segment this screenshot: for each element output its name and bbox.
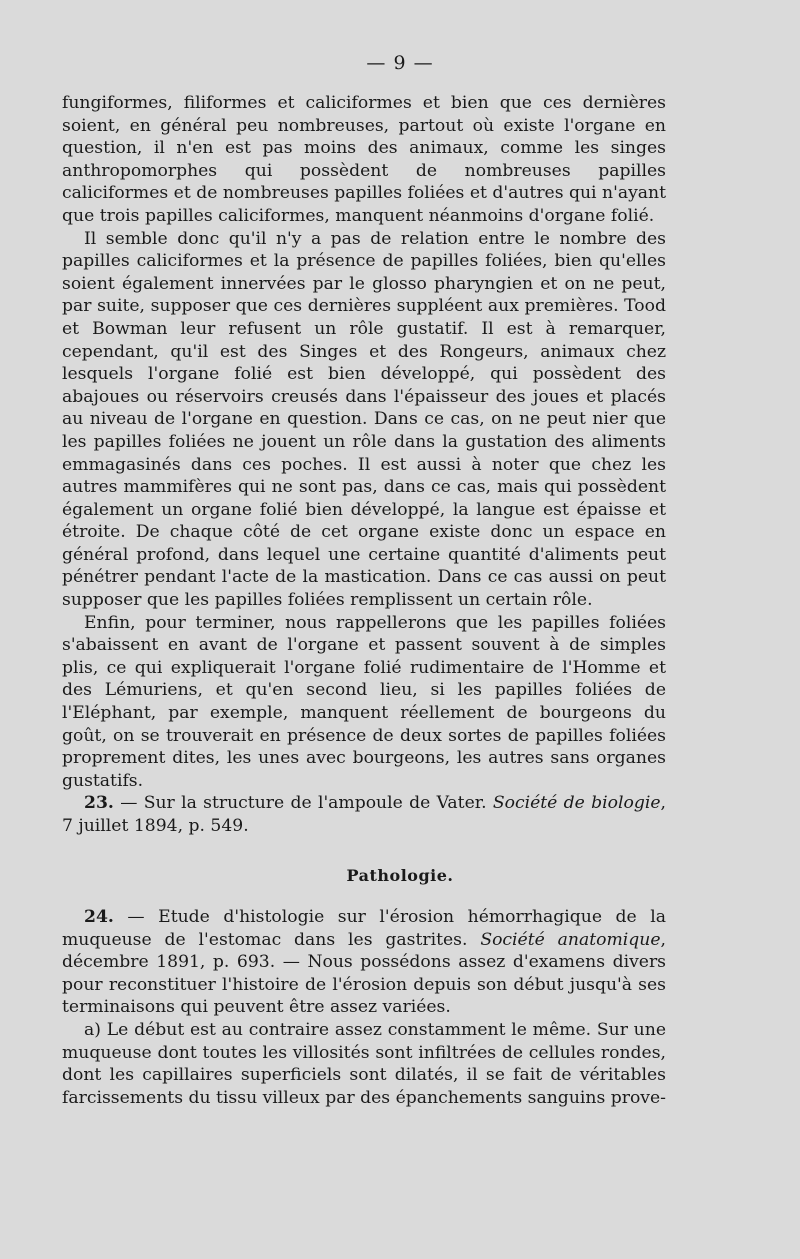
entry-24-title: — Etude d'histologie sur l'érosion hémorrhagique de la muqueuse de l'estomac dans les gastrites. <box>62 907 666 950</box>
entry-24-journal: Société anatomique <box>480 929 661 950</box>
paragraph-3: Enfin, pour terminer, nous rappellerons que les papilles foliées s'abaissent en avant de l'organe et passent souvent à de simples plis, ce qui expliquerait l'organe folié rudimentaire de l'Homme et des Lémuriens, et qu'en second lieu, si les papilles foliées de l'Eléphant, par exemple, manquent réellement de bourgeons du goût, on se trouverait en présence de deux sortes de papilles foliées proprement dites, les unes avec bourgeons, les autres sans organes gustatifs. <box>62 612 666 791</box>
entry-23-journal: Société de biologie <box>492 793 661 814</box>
paragraph-a: a) Le début est au contraire assez constamment le même. Sur une muqueuse dont toutes les villosités sont infiltrées de cellules rondes, dont les capillaires superficiels sont dilatés, il se fait de véritables farcissements du tissu villeux par des épanchements sanguins prove- <box>62 1019 666 1108</box>
entry-24-citation: , décembre 1891, p. 693. — Nous possédons assez d'examens divers pour reconstituer l'histoire de l'érosion depuis son début jusqu'à ses terminaisons qui peuvent être assez variées. <box>62 929 666 1018</box>
entry-24 <box>62 906 666 1019</box>
body-text-lower <box>62 906 666 1109</box>
entry-24-number: 24. <box>84 907 114 927</box>
entry-23 <box>62 792 666 837</box>
entry-23-citation: , 7 juillet 1894, p. 549. <box>62 793 666 836</box>
paragraph-1: fungiformes, filiformes et caliciformes et bien que ces dernières soient, en général peu nombreuses, partout où existe l'organe en question, il n'en est pas moins des animaux, comme les singes anthropomorphes qui possèdent de nombreuses papilles caliciformes et de nombreuses papilles foliées et d'autres qui n'ayant que trois papilles caliciformes, manquent néanmoins d'organe folié. <box>62 93 666 226</box>
paragraph-2: Il semble donc qu'il n'y a pas de relation entre le nombre des papilles caliciformes et la présence de papilles foliées, bien qu'elles soient également innervées par le glosso pharyngien et on ne peut, par suite, supposer que ces dernières suppléent aux premières. Tood et Bowman leur refusent un rôle gustatif. Il est à remarquer, cependant, qu'il est des Singes et des Rongeurs, animaux chez lesquels l'organe folié est bien développé, qui possèdent des abajoues ou réservoirs creusés dans l'épaisseur des joues et placés au niveau de l'organe en question. Dans ce cas, on ne peut nier que les papilles foliées ne jouent un rôle dans la gustation des aliments emmagasinés dans ces poches. Il est aussi à noter que chez les autres mammifères qui ne sont pas, dans ce cas, mais qui possèdent également un organe folié bien développé, la langue est épaisse et étroite. De chaque côté de cet organe existe donc un espace en général profond, dans lequel une certaine quantité d'aliments peut pénétrer pendant l'acte de la mastication. Dans ce cas aussi on peut supposer que les papilles foliées remplissent un certain rôle. <box>62 228 666 611</box>
page-number: — 9 — <box>366 52 434 74</box>
section-heading-pathologie: Pathologie. <box>346 866 454 885</box>
entry-23-number: 23. <box>84 793 114 814</box>
entry-23-title: — Sur la structure de l'ampoule de Vater. <box>113 793 493 814</box>
body-text-upper <box>62 92 666 838</box>
